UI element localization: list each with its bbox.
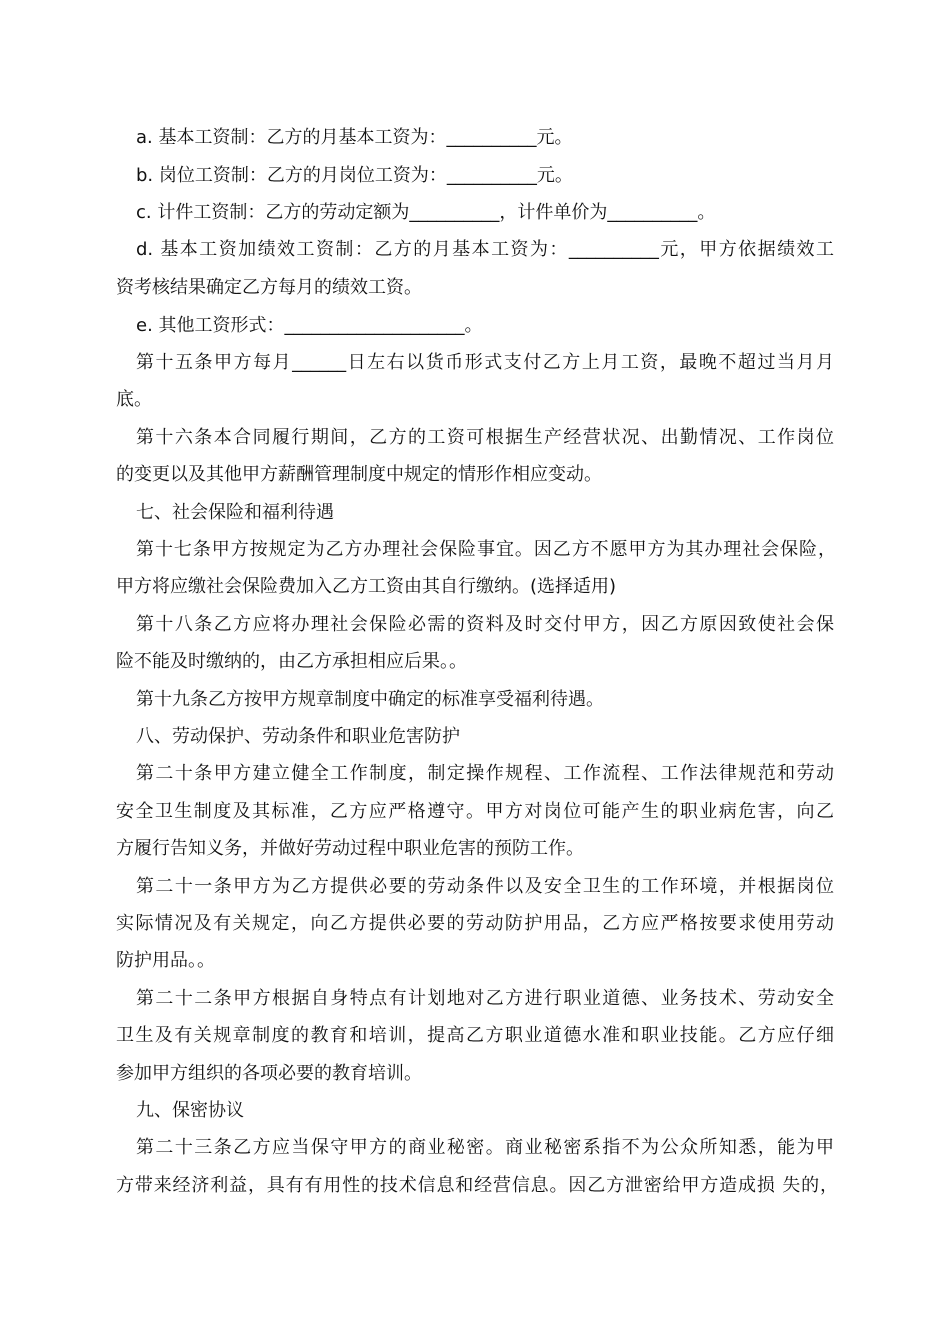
text-line: 第十七条甲方按规定为乙方办理社会保险事宜。因乙方不愿甲方为其办理社会保险，	[136, 539, 836, 560]
text-line: 第二十三条乙方应当保守甲方的商业秘密。商业秘密系指不为公众所知悉，能为甲	[136, 1137, 834, 1158]
text-line: 第十九条乙方按甲方规章制度中确定的标准享受福利待遇。	[136, 689, 604, 710]
text-line: b. 岗位工资制：乙方的月岗位工资为：__________元。	[136, 165, 573, 186]
text-line: 第十六条本合同履行期间，乙方的工资可根据生产经营状况、出勤情况、工作岗位	[136, 427, 834, 448]
text-line: 第二十一条甲方为乙方提供必要的劳动条件以及安全卫生的工作环境，并根据岗位	[136, 876, 834, 897]
text-line: 安全卫生制度及其标准，乙方应严格遵守。甲方对岗位可能产生的职业病危害，向乙	[116, 801, 834, 822]
text-line: 第十八条乙方应将办理社会保险必需的资料及时交付甲方，因乙方原因致使社会保	[136, 614, 834, 635]
section-heading: 九、保密协议	[136, 1100, 244, 1121]
text-line: 实际情况及有关规定，向乙方提供必要的劳动防护用品，乙方应严格按要求使用劳动	[116, 913, 834, 934]
text-line: 第二十条甲方建立健全工作制度，制定操作规程、工作流程、工作法律规范和劳动	[136, 763, 834, 784]
text-line: a. 基本工资制：乙方的月基本工资为：__________元。	[136, 127, 573, 148]
text-line: 险不能及时缴纳的，由乙方承担相应后果。。	[116, 651, 467, 672]
text-line: 的变更以及其他甲方薪酬管理制度中规定的情形作相应变动。	[116, 464, 602, 485]
text-line: 第十五条甲方每月______日左右以货币形式支付乙方上月工资，最晚不超过当月月	[136, 352, 834, 373]
text-line: 资考核结果确定乙方每月的绩效工资。	[116, 277, 422, 298]
text-line: 底。	[116, 389, 152, 410]
section-heading: 七、社会保险和福利待遇	[136, 502, 334, 523]
text-line: c. 计件工资制：乙方的劳动定额为__________，计件单价为__________。	[136, 202, 716, 223]
text-line: 第二十二条甲方根据自身特点有计划地对乙方进行职业道德、业务技术、劳动安全	[136, 988, 834, 1009]
section-heading: 八、劳动保护、劳动条件和职业危害防护	[136, 726, 460, 747]
text-line: e. 其他工资形式：____________________。	[136, 315, 483, 336]
text-line: 方履行告知义务，并做好劳动过程中职业危害的预防工作。	[116, 838, 584, 859]
text-line: 参加甲方组织的各项必要的教育培训。	[116, 1063, 422, 1084]
text-line: 卫生及有关规章制度的教育和培训，提高乙方职业道德水准和职业技能。乙方应仔细	[116, 1025, 834, 1046]
text-line: 方带来经济利益，具有有用性的技术信息和经营信息。因乙方泄密给甲方造成损 失的，	[116, 1175, 838, 1196]
text-line: 防护用品。。	[116, 950, 215, 971]
text-line: 甲方将应缴社会保险费加入乙方工资由其自行缴纳。(选择适用)	[116, 576, 617, 597]
text-line: d. 基本工资加绩效工资制：乙方的月基本工资为：__________元，甲方依据绩效工	[136, 239, 834, 260]
